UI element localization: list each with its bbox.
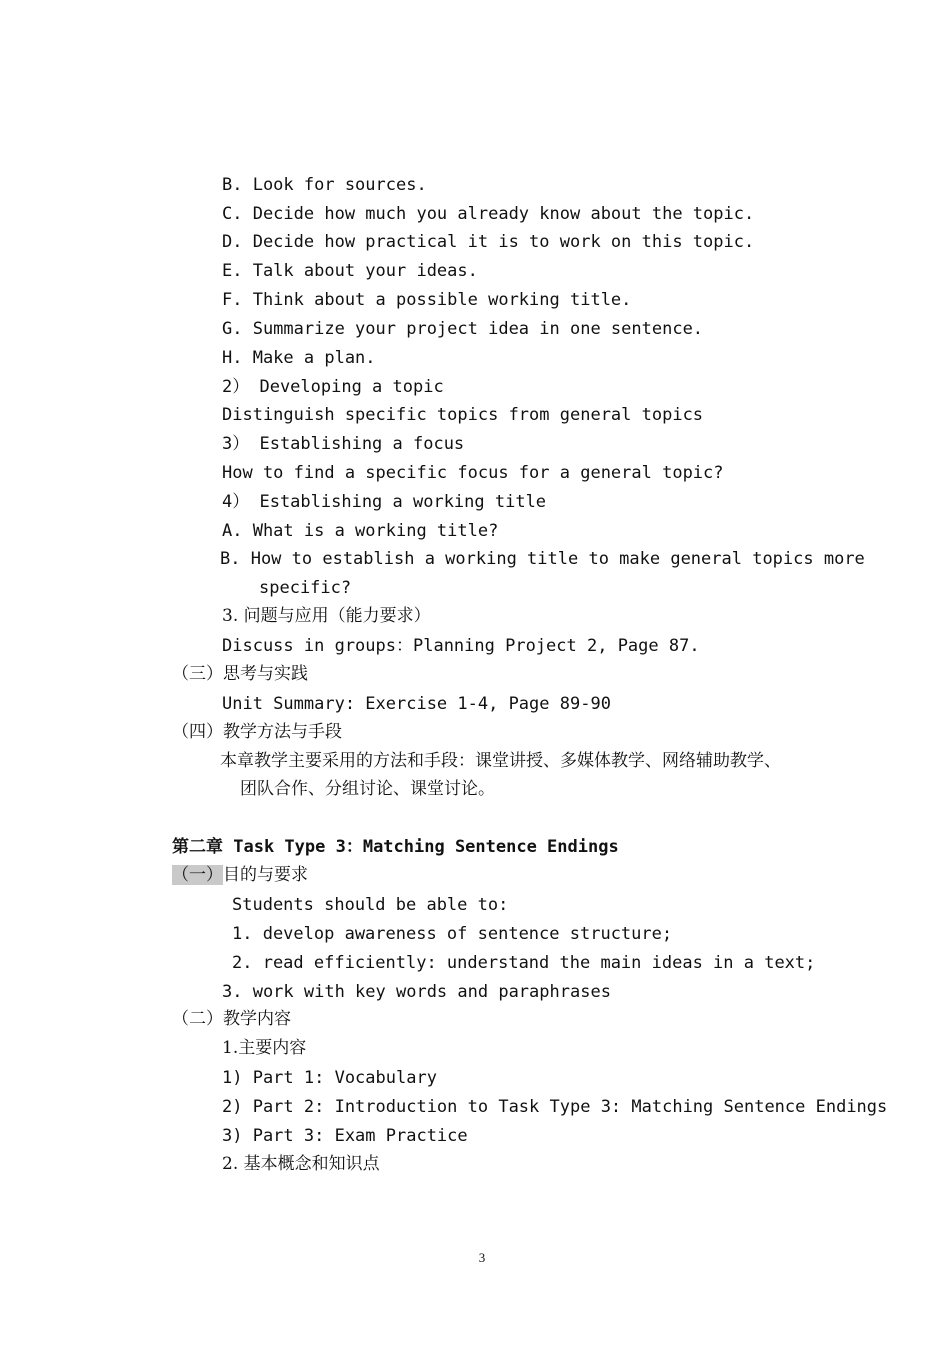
list-item: 3) Part 3: Exam Practice	[222, 1126, 468, 1146]
list-item: B. How to establish a working title to make general topics more	[220, 549, 865, 569]
list-item: B. Look for sources.	[222, 175, 427, 195]
list-item: 2. read efficiently: understand the main ideas in a text;	[232, 953, 816, 973]
paragraph: Distinguish specific topics from general topics	[222, 405, 704, 425]
subheading: 1.主要内容	[222, 1038, 307, 1058]
subheading: 2） Developing a topic	[222, 377, 444, 397]
list-item: 2) Part 2: Introduction to Task Type 3: Matching Sentence Endings	[222, 1097, 888, 1117]
chapter-prefix: 第二章	[172, 837, 223, 857]
list-item: 1. develop awareness of sentence structure;	[232, 924, 673, 944]
paragraph: Unit Summary: Exercise 1-4, Page 89-90	[222, 694, 611, 714]
list-item: H. Make a plan.	[222, 348, 376, 368]
paragraph: Students should be able to:	[232, 895, 509, 915]
page-number: 3	[478, 1250, 486, 1265]
paragraph: 本章教学主要采用的方法和手段：课堂讲授、多媒体教学、网络辅助教学、	[220, 751, 781, 771]
section-heading: （四）教学方法与手段	[172, 722, 342, 742]
subheading: 3. 问题与应用（能力要求）	[222, 606, 431, 626]
list-item: 1) Part 1: Vocabulary	[222, 1068, 437, 1088]
paragraph: Discuss in groups：Planning Project 2, Page 87.	[222, 636, 700, 656]
list-item: D. Decide how practical it is to work on this topic.	[222, 232, 755, 252]
paragraph-continuation: 团队合作、分组讨论、课堂讨论。	[240, 779, 495, 799]
section-heading: （三）思考与实践	[172, 664, 308, 684]
list-item: 3. work with key words and paraphrases	[222, 982, 611, 1002]
section-marker: （一）	[172, 865, 223, 885]
subheading: 2. 基本概念和知识点	[222, 1154, 380, 1174]
list-item: G. Summarize your project idea in one sentence.	[222, 319, 704, 339]
section-heading-text: 目的与要求	[223, 865, 308, 885]
list-item: C. Decide how much you already know about the topic.	[222, 204, 755, 224]
chapter-title-text: Task Type 3：Matching Sentence Endings	[233, 837, 619, 857]
list-item: E. Talk about your ideas.	[222, 261, 478, 281]
list-item: A. What is a working title?	[222, 521, 499, 541]
section-heading	[172, 864, 308, 886]
section-heading: （二）教学内容	[172, 1009, 291, 1029]
subheading: 4） Establishing a working title	[222, 492, 547, 512]
subheading: 3） Establishing a focus	[222, 434, 465, 454]
chapter-title	[172, 836, 619, 858]
list-item: F. Think about a possible working title.	[222, 290, 632, 310]
list-item-continuation: specific?	[259, 578, 352, 598]
paragraph: How to find a specific focus for a general topic?	[222, 463, 724, 483]
